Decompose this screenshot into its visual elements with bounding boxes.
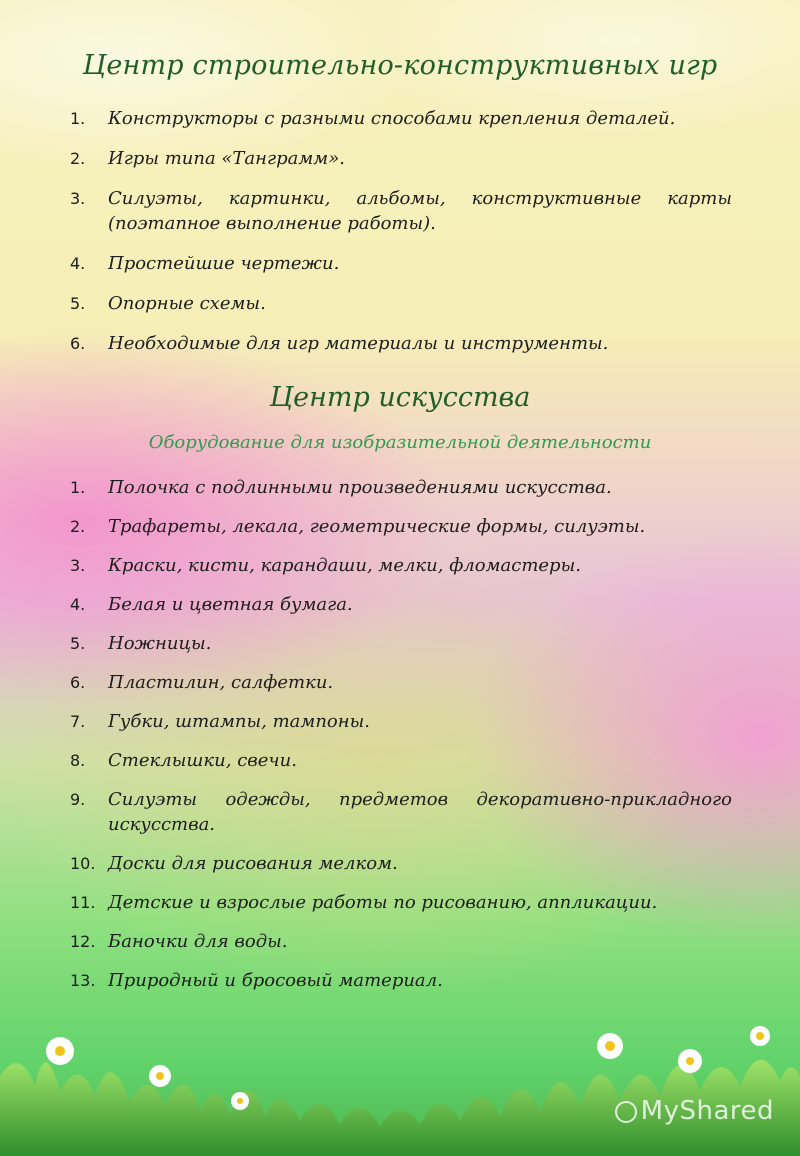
list-item-number: 11.	[70, 893, 96, 912]
list-item-text: Трафареты, лекала, геометрические формы, силуэты.	[108, 516, 646, 537]
list-item-text: Силуэты одежды, предметов декоративно-прикладного искусства.	[108, 789, 732, 835]
list-item	[70, 186, 732, 236]
list-item-text: Конструкторы с разными способами крепления деталей.	[108, 108, 676, 129]
list-item-number: 5.	[70, 634, 86, 653]
list-item	[70, 475, 732, 500]
list-item-text: Белая и цветная бумага.	[108, 594, 353, 615]
section1-list	[70, 106, 732, 371]
list-item-number: 9.	[70, 790, 86, 809]
list-item-number: 3.	[70, 189, 86, 208]
section2-title: Центр искусства	[269, 382, 531, 413]
list-item-text: Природный и бросовый материал.	[108, 970, 443, 991]
list-item-number: 12.	[70, 932, 96, 951]
section2-subtitle: Оборудование для изобразительной деятельности	[148, 432, 652, 453]
list-item-number: 2.	[70, 149, 86, 168]
list-item-number: 6.	[70, 673, 86, 692]
list-item-text: Стеклышки, свечи.	[108, 750, 297, 771]
list-item	[70, 709, 732, 734]
list-item	[70, 331, 732, 356]
list-item-number: 5.	[70, 294, 86, 313]
list-item-text: Силуэты, картинки, альбомы, конструктивные карты (поэтапное выполнение работы).	[108, 188, 732, 234]
list-item-number: 10.	[70, 854, 96, 873]
list-item-number: 1.	[70, 478, 86, 497]
list-item	[70, 592, 732, 617]
list-item-number: 3.	[70, 556, 86, 575]
list-item	[70, 929, 732, 954]
list-item-number: 4.	[70, 254, 86, 273]
list-item	[70, 146, 732, 171]
list-item	[70, 514, 732, 539]
section1-title: Центр строительно-конструктивных игр	[82, 50, 718, 81]
list-item-number: 2.	[70, 517, 86, 536]
list-item-text: Ножницы.	[108, 633, 212, 654]
list-item-text: Губки, штампы, тампоны.	[108, 711, 370, 732]
section2-list	[70, 475, 732, 1007]
list-item	[70, 670, 732, 695]
list-item	[70, 968, 732, 993]
list-item-text: Пластилин, салфетки.	[108, 672, 334, 693]
list-item	[70, 890, 732, 915]
watermark-text: MyShared	[640, 1096, 774, 1126]
list-item	[70, 748, 732, 773]
list-item	[70, 787, 732, 837]
list-item-text: Необходимые для игр материалы и инструменты.	[108, 333, 609, 354]
list-item-text: Детские и взрослые работы по рисованию, аппликации.	[108, 892, 658, 913]
list-item	[70, 106, 732, 131]
list-item-number: 13.	[70, 971, 96, 990]
grass-flowers-decoration	[0, 1006, 800, 1156]
list-item	[70, 553, 732, 578]
list-item-number: 1.	[70, 109, 86, 128]
list-item-number: 7.	[70, 712, 86, 731]
myshared-logo-icon	[615, 1101, 637, 1123]
list-item	[70, 851, 732, 876]
list-item-number: 8.	[70, 751, 86, 770]
list-item-number: 4.	[70, 595, 86, 614]
watermark-logo	[615, 1096, 774, 1126]
list-item-text: Доски для рисования мелком.	[108, 853, 398, 874]
list-item-text: Простейшие чертежи.	[108, 253, 340, 274]
list-item-number: 6.	[70, 334, 86, 353]
list-item	[70, 631, 732, 656]
list-item-text: Полочка с подлинными произведениями искусства.	[108, 477, 612, 498]
list-item	[70, 291, 732, 316]
list-item	[70, 251, 732, 276]
list-item-text: Баночки для воды.	[108, 931, 288, 952]
list-item-text: Опорные схемы.	[108, 293, 266, 314]
list-item-text: Игры типа «Танграмм».	[108, 148, 345, 169]
list-item-text: Краски, кисти, карандаши, мелки, фломастеры.	[108, 555, 581, 576]
